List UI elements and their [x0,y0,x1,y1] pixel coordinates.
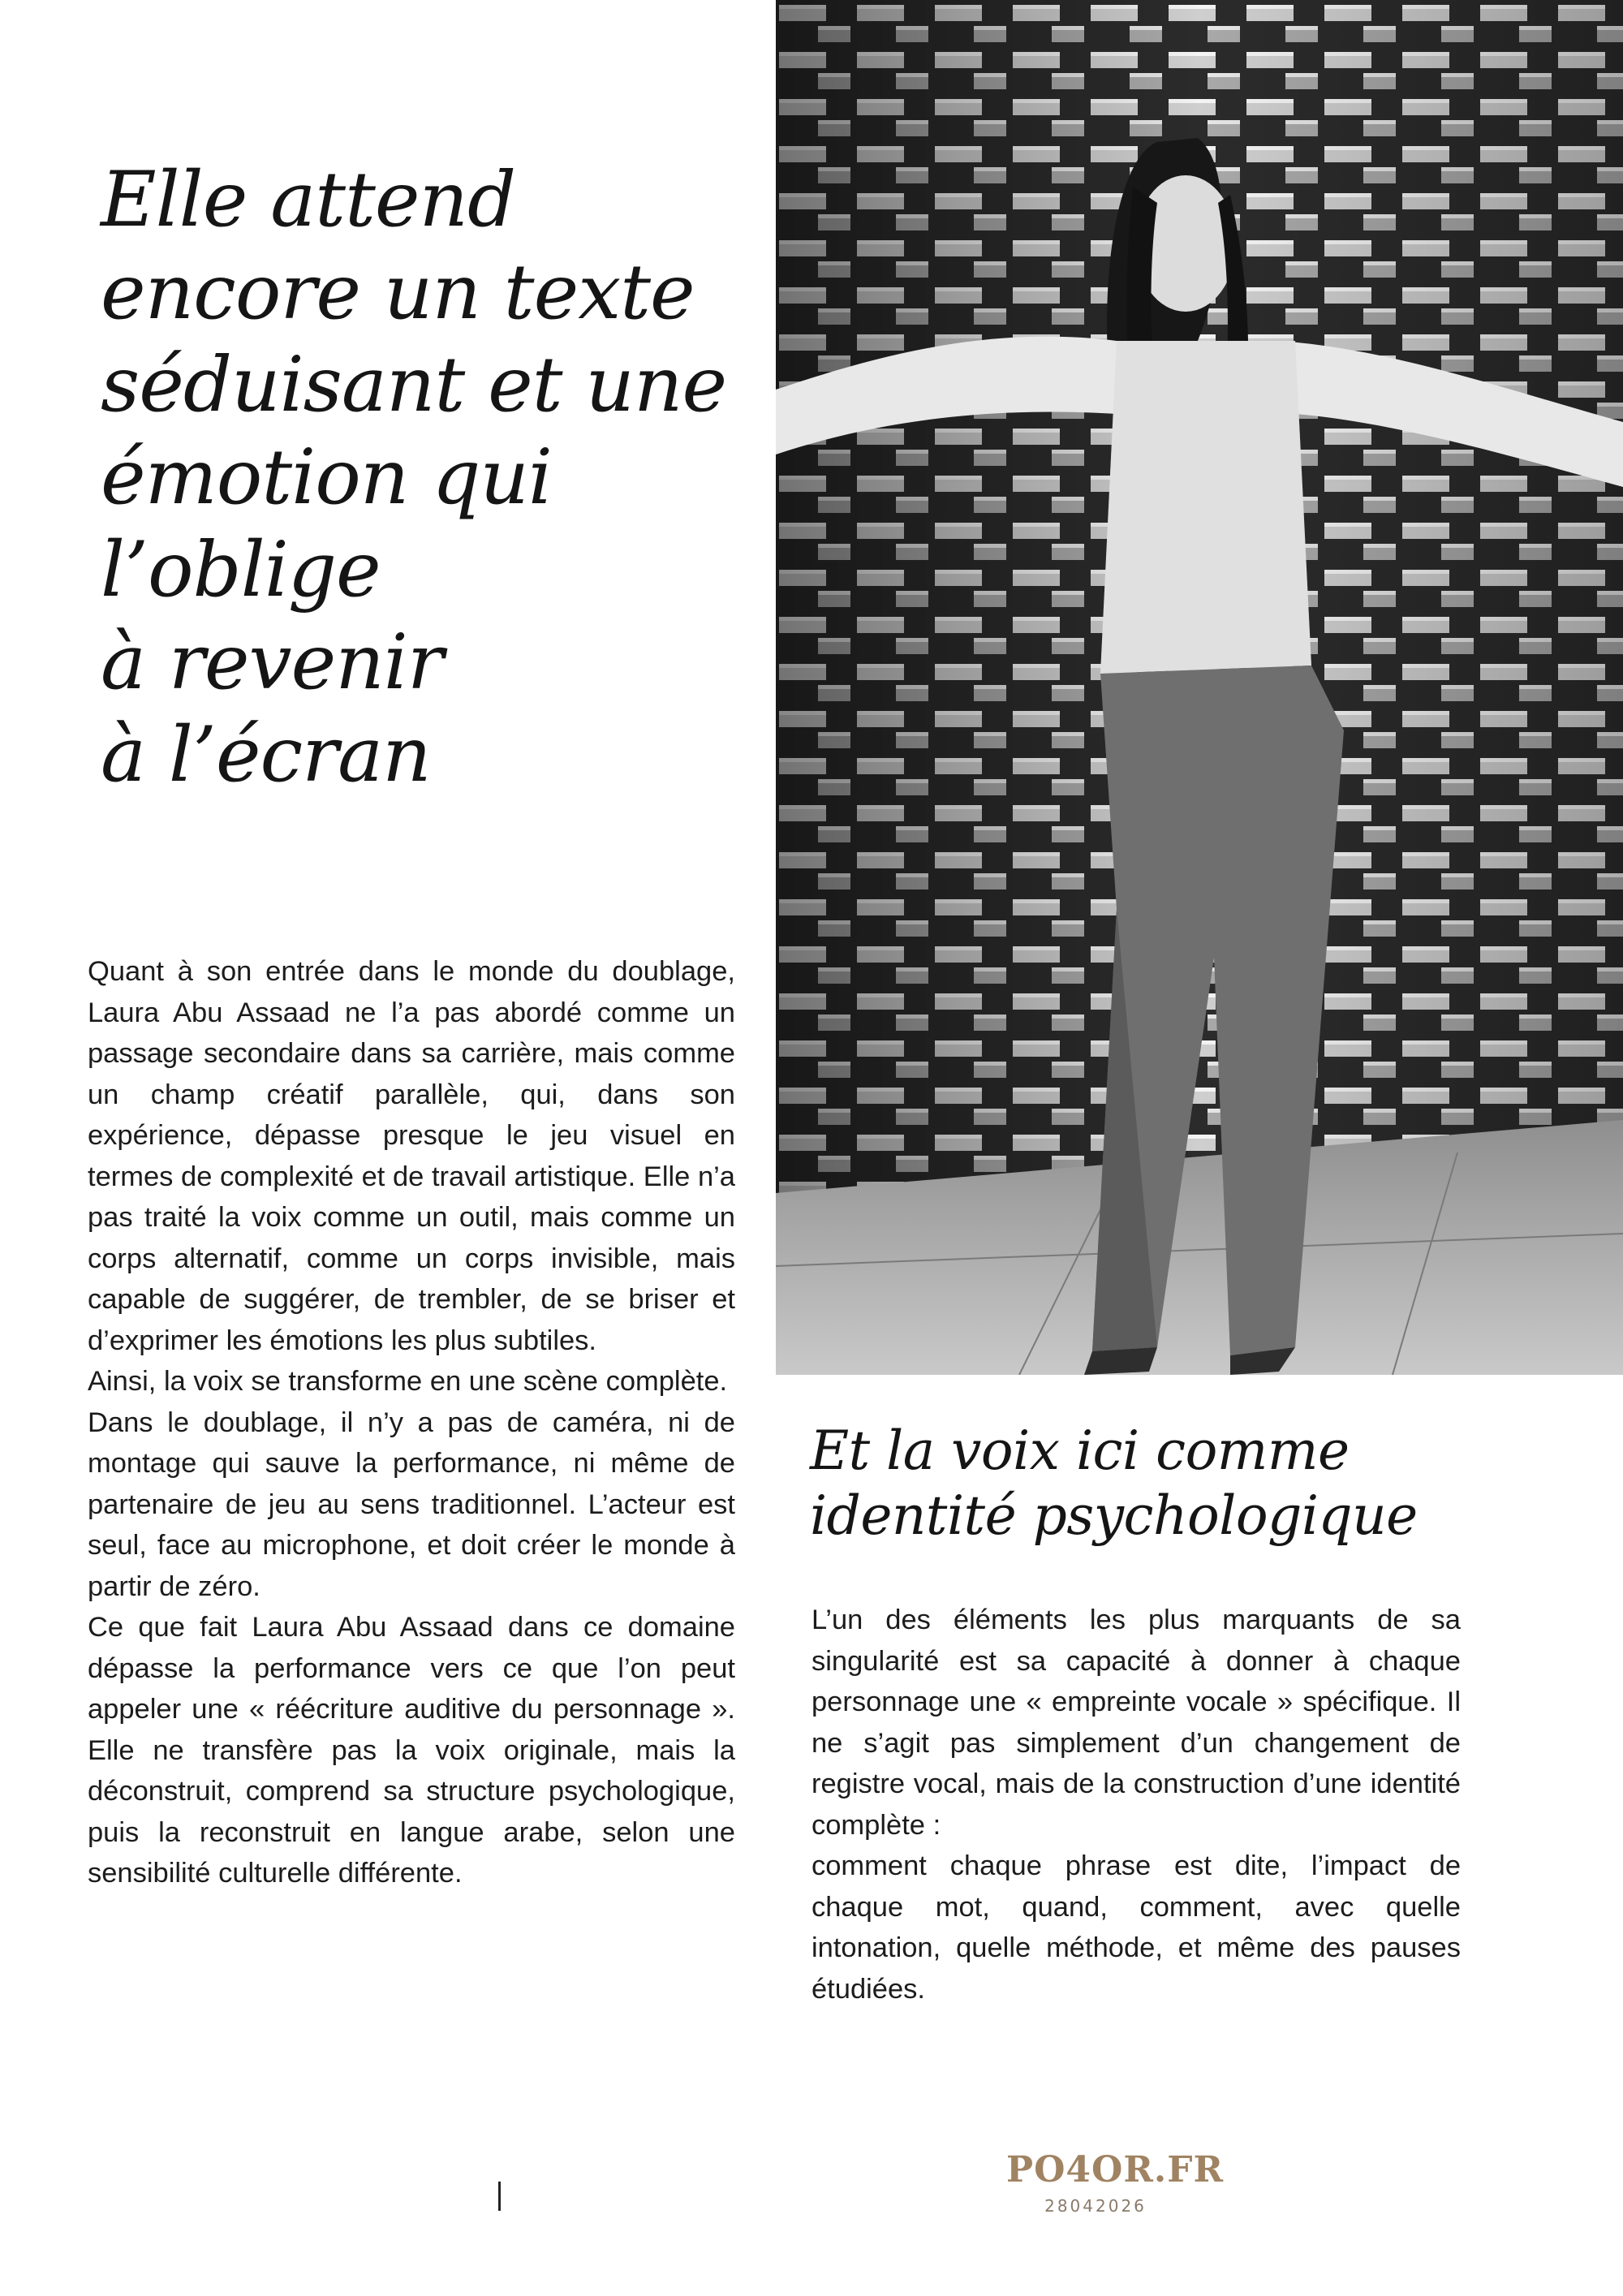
body-paragraph: comment chaque phrase est dite, l’impact de chaque mot, quand, comment, avec quelle intonation, quelle méthode, et même des pauses étudiées. [812,1850,1461,2005]
body-paragraph: Ainsi, la voix se transforme en une scène complète. [88,1366,728,1397]
headline-line: séduisant et une [101,341,727,429]
right-article-column [812,1600,1461,2010]
body-paragraph: Dans le doublage, il n’y a pas de caméra, ni de montage qui sauve la performance, ni même de partenaire de jeu au sens traditionnel. L’acteur est seul, face au microphone, et doit créer le monde à partir de zéro. [88,1406,735,1602]
body-paragraph: Quant à son entrée dans le monde du doublage, Laura Abu Assaad ne l’a pas abordé comme un passage secondaire dans sa carrière, mais comme un champ créatif parallèle, qui, dans son expérience, dépasse presque le jeu visuel en termes de complexité et de travail artistique. Elle n’a pas traité la voix comme un outil, mais comme un corps alternatif, comme un corps invisible, mais capable de suggérer, de trembler, de se briser et d’exprimer les émotions les plus subtiles. [88,956,735,1356]
headline-line: encore un texte [101,248,695,337]
headline-line: à l’écran [101,711,431,799]
issue-number: 28042026 [1044,2196,1147,2216]
page-divider-mark [498,2182,501,2211]
subheading-line: Et la voix ici comme [810,1419,1350,1482]
left-article-column [88,951,735,1894]
body-paragraph: Ce que fait Laura Abu Assaad dans ce domaine dépasse la performance vers ce que l’on peut appeler une « réécriture auditive du personnage ». Elle ne transfère pas la voix originale, mais la déconstruit, comprend sa structure psychologique, puis la reconstruit en langue arabe, selon une sensibilité culturelle différente. [88,1612,735,1889]
portrait-photo [776,0,1623,1375]
headline-line: l’oblige [101,526,381,614]
body-paragraph: L’un des éléments les plus marquants de sa singularité est sa capacité à donner à chaque personnage une « empreinte vocale » spécifique. Il ne s’agit pas simplement d’un changement de registre vocal, mais de la construction d’une identité complète : [812,1605,1461,1841]
headline [101,154,782,802]
headline-line: émotion qui [101,433,552,522]
brand-logo: PO4OR.FR [1006,2149,1225,2190]
headline-line: Elle attend [101,156,516,244]
subheading-line: identité psychologique [810,1484,1418,1547]
portrait-photo-illustration [776,0,1623,1375]
headline-line: à revenir [101,618,443,707]
section-subheading [810,1419,1540,1549]
